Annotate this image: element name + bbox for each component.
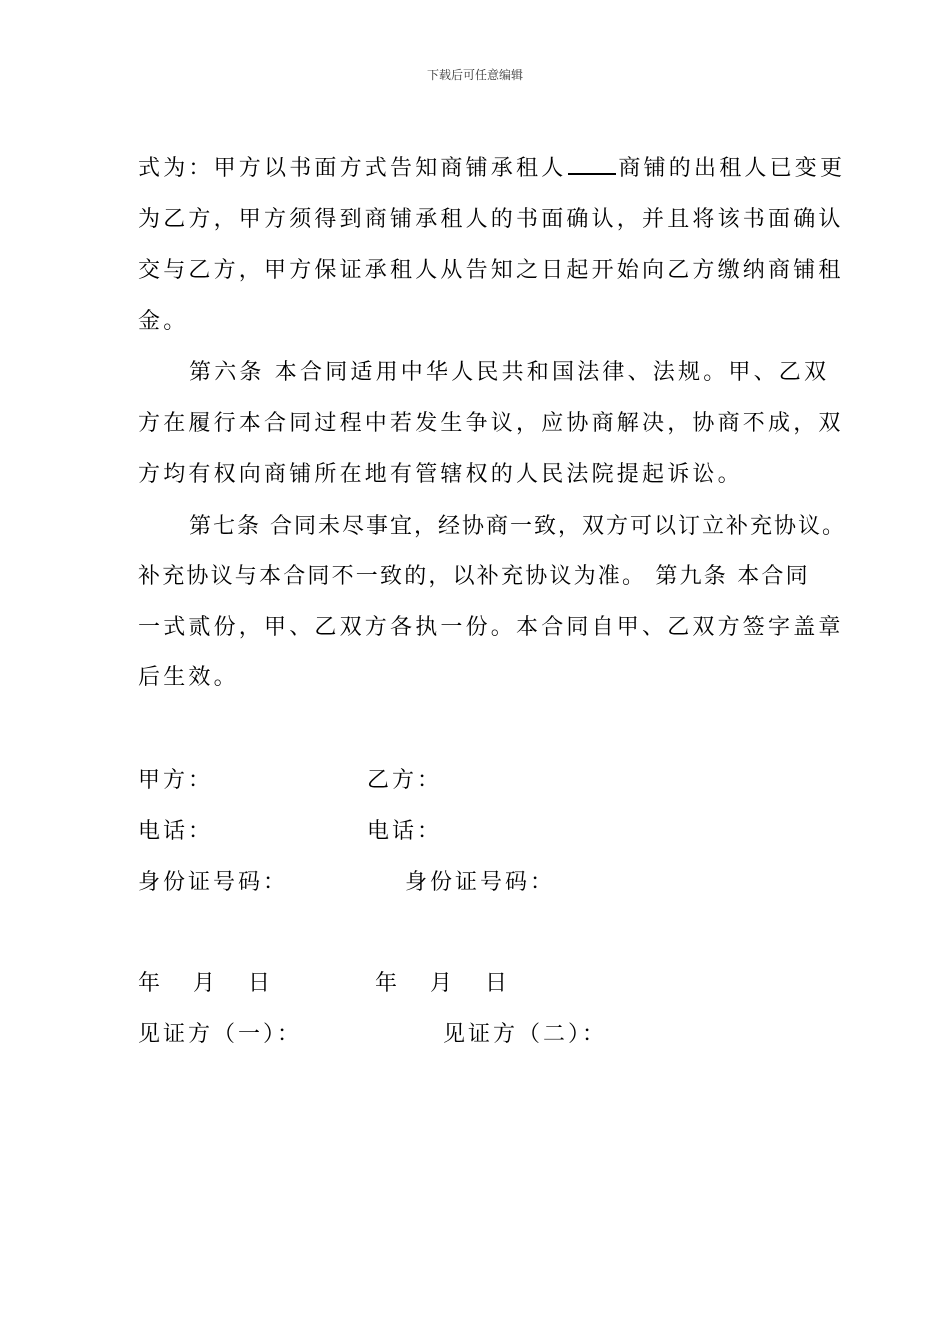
witness-one-label: 见证方（一）： bbox=[138, 1022, 303, 1047]
header-note: 下载后可任意编辑 bbox=[426, 68, 523, 82]
phone-b-label: 电话： bbox=[367, 819, 443, 844]
text-line: 交与乙方，甲方保证承租人从告知之日起开始向乙方缴纳商铺租 bbox=[138, 258, 844, 283]
text-line: 为乙方，甲方须得到商铺承租人的书面确认，并且将该书面确认 bbox=[138, 207, 844, 232]
text-line: 第六条 本合同适用中华人民共和国法律、法规。甲、乙双 bbox=[189, 360, 830, 385]
id-a-label: 身份证号码： bbox=[138, 870, 289, 895]
phone-a-label: 电话： bbox=[138, 819, 214, 844]
party-a-label: 甲方： bbox=[138, 768, 214, 793]
text-line: 方在履行本合同过程中若发生争议，应协商解决，协商不成，双 bbox=[138, 411, 844, 436]
text-line bbox=[138, 153, 845, 184]
blank-underline bbox=[568, 153, 616, 175]
text-line: 第七条 合同未尽事宜，经协商一致，双方可以订立补充协议。 bbox=[189, 514, 846, 539]
text-line: 补充协议与本合同不一致的，以补充协议为准。 第九条 本合同 bbox=[138, 564, 810, 589]
date-a: 年 月 日 bbox=[138, 971, 273, 996]
id-b-label: 身份证号码： bbox=[405, 870, 556, 895]
text-segment: 商铺的出租人已变更 bbox=[618, 156, 846, 181]
text-line: 一式贰份，甲、乙双方各执一份。本合同自甲、乙双方签字盖章 bbox=[138, 615, 844, 640]
text-line: 后生效。 bbox=[138, 665, 239, 690]
text-segment: 式为：甲方以书面方式告知商铺承租人 bbox=[138, 156, 567, 181]
text-line: 方均有权向商铺所在地有管辖权的人民法院提起诉讼。 bbox=[138, 462, 743, 487]
party-b-label: 乙方： bbox=[367, 768, 443, 793]
date-b: 年 月 日 bbox=[375, 971, 510, 996]
witness-two-label: 见证方（二）： bbox=[443, 1022, 608, 1047]
text-line: 金。 bbox=[138, 309, 189, 334]
